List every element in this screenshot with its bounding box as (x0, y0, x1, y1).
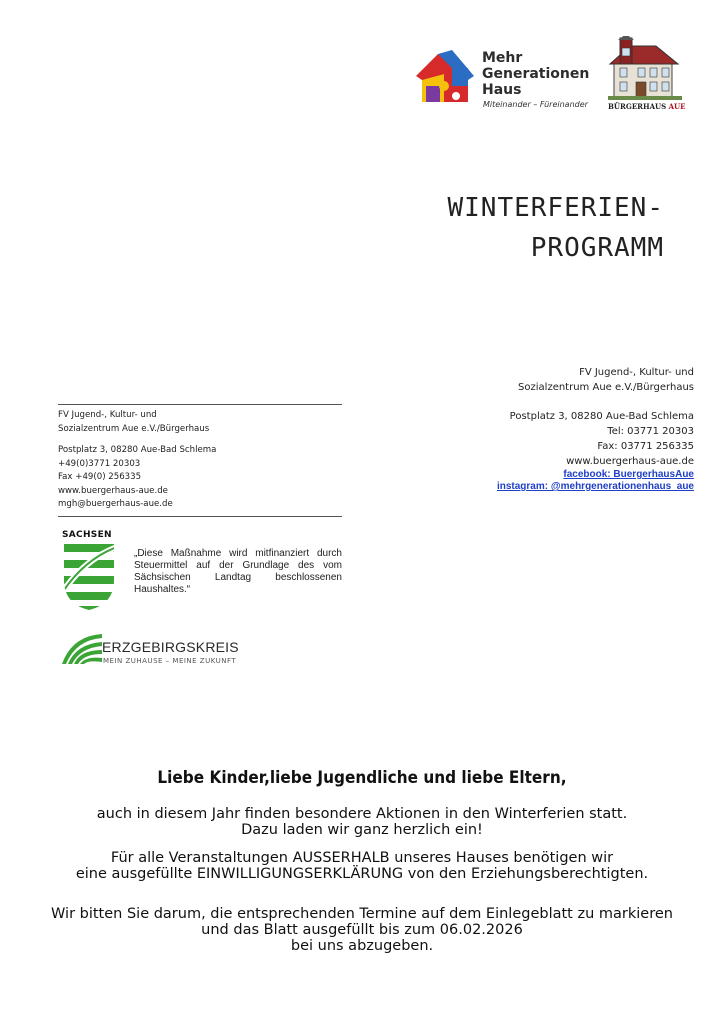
left-contact-block (58, 404, 342, 517)
right-contact-fax: Fax: 03771 256335 (597, 441, 694, 452)
mgh-name-line2: Generationen (482, 66, 590, 82)
facebook-link[interactable]: facebook: BuergerhausAue (563, 469, 694, 480)
request-line1: Wir bitten Sie darum, die entsprechenden Termine auf dem Einlegeblatt zu markieren (51, 906, 673, 922)
intro-line2: Dazu laden wir ganz herzlich ein! (241, 822, 483, 838)
buergerhaus-label-accent: AUE (668, 102, 686, 111)
erzgebirgskreis-tagline: MEIN ZUHAUSE – MEINE ZUKUNFT (103, 657, 237, 665)
right-contact-line2: Sozialzentrum Aue e.V./Bürgerhaus (518, 382, 694, 393)
sachsen-coat-of-arms-icon (64, 544, 114, 610)
mgh-name-line1: Mehr (482, 50, 523, 66)
consent-paragraph (40, 850, 684, 882)
left-contact-web[interactable]: www.buergerhaus-aue.de (58, 485, 168, 496)
erzgebirgskreis-logo (62, 628, 252, 672)
puzzle-house-icon (416, 50, 474, 106)
consent-line2: eine ausgefüllte EINWILLIGUNGSERKLÄRUNG von den Erziehungsberechtigten. (75, 866, 649, 882)
instagram-link[interactable]: instagram: @mehrgenerationenhaus_aue (496, 481, 694, 492)
left-contact-address: Postplatz 3, 08280 Aue-Bad Schlema (58, 445, 217, 455)
funding-notice: „Diese Maßnahme wird mitfinanziert durch Steuermittel auf der Grundlage des vom Sächsischen Landtag beschlossenen Haushaltes.“ (134, 548, 342, 595)
consent-line1: Für alle Veranstaltungen AUSSERHALB unseres Hauses benötigen wir (110, 850, 614, 866)
left-contact-line2: Sozialzentrum Aue e.V./Bürgerhaus (58, 423, 210, 434)
mehrgenerationenhaus-logo (416, 46, 601, 116)
page-title (448, 188, 665, 268)
right-contact-web[interactable]: www.buergerhaus-aue.de (566, 456, 694, 467)
left-contact-phone: +49(0)3771 20303 (58, 458, 141, 469)
sachsen-logo (62, 530, 122, 612)
building-icon (608, 36, 682, 100)
mgh-tagline: Miteinander – Füreinander (483, 100, 588, 109)
intro-line1: auch in diesem Jahr finden besondere Aktionen in den Winterferien statt. (96, 806, 628, 822)
erzgebirgskreis-hills-icon (62, 630, 102, 666)
erzgebirgskreis-name: ERZGEBIRGSKREIS (102, 639, 239, 655)
right-contact-tel: Tel: 03771 20303 (607, 426, 694, 437)
intro-paragraph (40, 806, 684, 838)
request-line2: und das Blatt ausgefüllt bis zum 06.02.2026 (201, 922, 523, 938)
buergerhaus-label-main: BÜRGERHAUS (608, 102, 667, 111)
left-contact-line1: FV Jugend-, Kultur- und (58, 410, 157, 420)
request-paragraph (40, 906, 684, 954)
title-line1: WINTERFERIEN- (447, 193, 664, 223)
right-contact-block (497, 365, 694, 493)
buergerhaus-label (608, 102, 686, 111)
right-contact-line1: FV Jugend-, Kultur- und (579, 367, 694, 378)
request-line3: bei uns abzugeben. (290, 938, 434, 954)
buergerhaus-logo (608, 36, 686, 114)
sachsen-label: SACHSEN (62, 530, 112, 540)
right-contact-address: Postplatz 3, 08280 Aue-Bad Schlema (509, 411, 694, 422)
greeting-heading: Liebe Kinder,liebe Jugendliche und liebe Eltern, (157, 768, 567, 788)
title-line2: PROGRAMM (530, 233, 664, 263)
left-contact-fax: Fax +49(0) 256335 (58, 472, 142, 482)
left-contact-email[interactable]: mgh@buergerhaus-aue.de (58, 499, 173, 509)
mgh-name-line3: Haus (482, 82, 522, 98)
